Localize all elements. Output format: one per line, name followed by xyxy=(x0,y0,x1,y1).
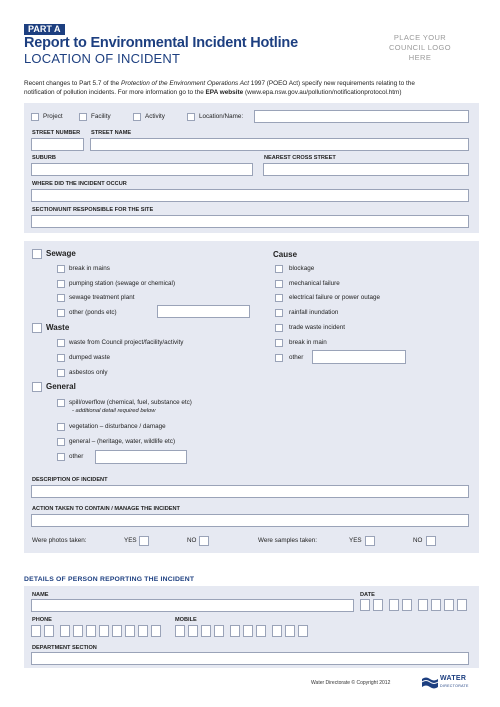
phone-digit-box[interactable] xyxy=(86,625,96,637)
pumping-station-checkbox[interactable] xyxy=(57,280,65,288)
general-other-field[interactable] xyxy=(95,450,187,464)
location-name-label: Location/Name: xyxy=(199,113,244,120)
break-in-main-checkbox[interactable] xyxy=(275,339,283,347)
date-digit-box[interactable] xyxy=(402,599,412,611)
phone-digit-box[interactable] xyxy=(125,625,135,637)
blockage-checkbox[interactable] xyxy=(275,265,283,273)
cause-other-label: other xyxy=(289,354,304,361)
trade-waste-checkbox[interactable] xyxy=(275,324,283,332)
description-label: DESCRIPTION OF INCIDENT xyxy=(32,477,108,483)
location-name-field[interactable] xyxy=(254,110,469,123)
street-number-label: STREET NUMBER xyxy=(32,130,81,136)
asbestos-label: asbestos only xyxy=(69,369,108,376)
phone-digit-box[interactable] xyxy=(99,625,109,637)
vegetation-checkbox[interactable] xyxy=(57,423,65,431)
street-number-field[interactable] xyxy=(31,138,84,151)
mechanical-failure-label: mechanical failure xyxy=(289,280,340,287)
vegetation-label: vegetation – disturbance / damage xyxy=(69,423,166,430)
form-subtitle: LOCATION OF INCIDENT xyxy=(24,51,181,66)
section-label: SECTION/UNIT RESPONSIBLE FOR THE SITE xyxy=(32,207,154,213)
street-name-field[interactable] xyxy=(90,138,469,151)
samples-label: Were samples taken: xyxy=(258,537,318,544)
waste-checkbox[interactable] xyxy=(32,323,42,333)
mobile-digit-box[interactable] xyxy=(188,625,198,637)
general-heading: General xyxy=(46,382,76,391)
facility-label: Facility xyxy=(91,113,111,120)
mobile-digit-box[interactable] xyxy=(285,625,295,637)
phone-digit-box[interactable] xyxy=(31,625,41,637)
electrical-failure-label: electrical failure or power outage xyxy=(289,294,381,301)
project-checkbox[interactable] xyxy=(31,113,39,121)
break-in-mains-label: break in mains xyxy=(69,265,110,272)
general-other-checkbox[interactable] xyxy=(57,453,65,461)
copyright: Water Directorate © Copyright 2012 xyxy=(311,680,391,686)
mobile-digit-box[interactable] xyxy=(175,625,185,637)
intro-text-part: Recent changes to Part 5.7 of the xyxy=(24,80,121,87)
water-drop-icon xyxy=(421,676,439,690)
mechanical-failure-checkbox[interactable] xyxy=(275,280,283,288)
mobile-digit-box[interactable] xyxy=(256,625,266,637)
break-in-main-label: break in main xyxy=(289,339,327,346)
cross-street-label: NEAREST CROSS STREET xyxy=(264,155,336,161)
brand-name: WATER xyxy=(440,675,467,682)
mobile-label: MOBILE xyxy=(175,617,197,623)
phone-digit-box[interactable] xyxy=(60,625,70,637)
mobile-digit-box[interactable] xyxy=(243,625,253,637)
date-digit-box[interactable] xyxy=(418,599,428,611)
intro-text-part: notification of pollution incidents. For more information go to the xyxy=(24,89,206,96)
mobile-digit-box[interactable] xyxy=(272,625,282,637)
spill-note: - additional detail required below xyxy=(72,408,156,414)
asbestos-checkbox[interactable] xyxy=(57,369,65,377)
description-field[interactable] xyxy=(31,485,469,498)
date-digit-box[interactable] xyxy=(431,599,441,611)
suburb-field[interactable] xyxy=(31,163,253,176)
sewage-other-checkbox[interactable] xyxy=(57,309,65,317)
samples-yes-label: YES xyxy=(349,537,362,544)
action-label: ACTION TAKEN TO CONTAIN / MANAGE THE INCIDENT xyxy=(32,506,180,512)
general-heritage-label: general – (heritage, water, wildlife etc) xyxy=(69,438,176,445)
intro-text xyxy=(24,79,479,97)
date-digit-box[interactable] xyxy=(389,599,399,611)
dumped-waste-label: dumped waste xyxy=(69,354,110,361)
name-label: NAME xyxy=(32,592,49,598)
general-checkbox[interactable] xyxy=(32,382,42,392)
department-label: DEPARTMENT SECTION xyxy=(32,645,97,651)
spill-label: spill/overflow (chemical, fuel, substance etc) xyxy=(69,399,192,406)
break-in-mains-checkbox[interactable] xyxy=(57,265,65,273)
where-field[interactable] xyxy=(31,189,469,202)
epa-link[interactable]: EPA website xyxy=(205,89,244,96)
photos-no-label: NO xyxy=(187,537,197,544)
where-label: WHERE DID THE INCIDENT OCCUR xyxy=(32,181,127,187)
trade-waste-label: trade waste incident xyxy=(289,324,346,331)
general-heritage-checkbox[interactable] xyxy=(57,438,65,446)
rainfall-label: rainfall inundation xyxy=(289,309,339,316)
sewage-treatment-label: sewage treatment plant xyxy=(69,294,135,301)
pumping-station-label: pumping station (sewage or chemical) xyxy=(69,280,176,287)
phone-digit-box[interactable] xyxy=(138,625,148,637)
part-tag: PART A xyxy=(24,24,65,35)
activity-checkbox[interactable] xyxy=(133,113,141,121)
epa-url: (www.epa.nsw.gov.au/pollution/notificationprotocol.htm) xyxy=(243,89,402,96)
mobile-digit-box[interactable] xyxy=(201,625,211,637)
photos-yes-label: YES xyxy=(124,537,137,544)
samples-no-label: NO xyxy=(413,537,423,544)
mobile-digit-box[interactable] xyxy=(230,625,240,637)
electrical-failure-checkbox[interactable] xyxy=(275,294,283,302)
council-waste-label: waste from Council project/facility/activity xyxy=(69,339,184,346)
action-field[interactable] xyxy=(31,514,469,527)
phone-digit-box[interactable] xyxy=(73,625,83,637)
sewage-other-label: other (ponds etc) xyxy=(69,309,117,316)
photos-label: Were photos taken: xyxy=(32,537,87,544)
mobile-digit-box[interactable] xyxy=(298,625,308,637)
date-digit-box[interactable] xyxy=(373,599,383,611)
phone-label: PHONE xyxy=(32,617,52,623)
general-other-label: other xyxy=(69,453,84,460)
cause-other-field[interactable] xyxy=(312,350,406,364)
sewage-other-field[interactable] xyxy=(157,305,250,318)
logo-line: HERE xyxy=(408,53,432,62)
activity-label: Activity xyxy=(145,113,165,120)
date-digit-box[interactable] xyxy=(444,599,454,611)
cross-street-field[interactable] xyxy=(263,163,469,176)
date-digit-box[interactable] xyxy=(457,599,467,611)
logo-placeholder xyxy=(384,33,456,63)
intro-text-part: 1997 (POEO Act) specify new requirements relating to the xyxy=(249,80,415,87)
rainfall-checkbox[interactable] xyxy=(275,309,283,317)
cause-heading: Cause xyxy=(273,250,298,259)
sewage-checkbox[interactable] xyxy=(32,249,42,259)
phone-digit-box[interactable] xyxy=(151,625,161,637)
logo-line: COUNCIL LOGO xyxy=(388,43,452,52)
phone-digit-box[interactable] xyxy=(44,625,54,637)
suburb-label: SUBURB xyxy=(32,155,56,161)
street-name-label: STREET NAME xyxy=(91,130,132,136)
reporter-section-title: DETAILS OF PERSON REPORTING THE INCIDENT xyxy=(24,576,195,583)
name-field[interactable] xyxy=(31,599,354,612)
waste-heading: Waste xyxy=(46,323,70,332)
blockage-label: blockage xyxy=(289,265,315,272)
date-digit-box[interactable] xyxy=(360,599,370,611)
form-title: Report to Environmental Incident Hotline xyxy=(24,35,298,51)
sewage-heading: Sewage xyxy=(46,249,76,258)
mobile-digit-box[interactable] xyxy=(214,625,224,637)
act-name: Protection of the Environment Operations Act xyxy=(121,80,249,87)
photos-no-checkbox[interactable] xyxy=(199,536,209,546)
location-name-checkbox[interactable] xyxy=(187,113,195,121)
council-waste-checkbox[interactable] xyxy=(57,339,65,347)
logo-line: PLACE YOUR xyxy=(393,33,447,42)
date-label: DATE xyxy=(360,592,375,598)
samples-no-checkbox[interactable] xyxy=(426,536,436,546)
project-label: Project xyxy=(43,113,63,120)
section-field[interactable] xyxy=(31,215,469,228)
facility-checkbox[interactable] xyxy=(79,113,87,121)
brand-subname: DIRECTORATE xyxy=(440,684,469,688)
cause-other-checkbox[interactable] xyxy=(275,354,283,362)
spill-checkbox[interactable] xyxy=(57,399,65,407)
water-directorate-logo xyxy=(421,672,477,694)
photos-yes-checkbox[interactable] xyxy=(139,536,149,546)
samples-yes-checkbox[interactable] xyxy=(365,536,375,546)
department-field[interactable] xyxy=(31,652,469,665)
phone-digit-box[interactable] xyxy=(112,625,122,637)
sewage-treatment-checkbox[interactable] xyxy=(57,294,65,302)
dumped-waste-checkbox[interactable] xyxy=(57,354,65,362)
